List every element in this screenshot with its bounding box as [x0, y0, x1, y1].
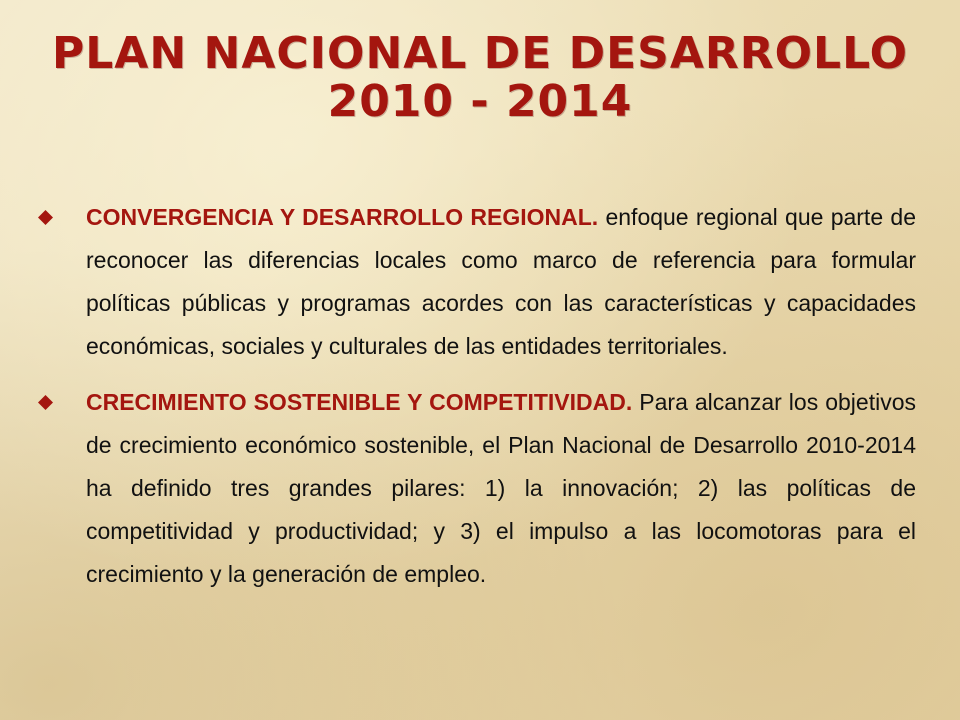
bullet-list — [38, 196, 916, 596]
item-heading: CONVERGENCIA Y DESARROLLO REGIONAL. — [86, 204, 599, 230]
item-text: enfoque regional que parte de reconocer las diferencias locales como marco de referencia para formular políticas públicas y programas acordes con las características y capacidades económicas, sociales y culturales de las entidades territoriales. — [86, 204, 916, 359]
item-heading: CRECIMIENTO SOSTENIBLE Y COMPETITIVIDAD. — [86, 389, 633, 415]
list-item — [38, 196, 916, 368]
list-item — [38, 381, 916, 596]
title-line-1: PLAN NACIONAL DE DESARROLLO — [52, 28, 908, 79]
slide-title — [0, 30, 960, 126]
diamond-bullet-icon — [38, 395, 53, 410]
diamond-bullet-icon — [38, 210, 53, 225]
title-line-2: 2010 - 2014 — [327, 76, 633, 127]
item-text: Para alcanzar los objetivos de crecimiento económico sostenible, el Plan Nacional de Desarrollo 2010-2014 ha definido tres grandes pilares: 1) la innovación; 2) las políticas de competitividad y productividad; y 3) el impulso a las locomotoras para el crecimiento y la generación de empleo. — [86, 389, 916, 587]
